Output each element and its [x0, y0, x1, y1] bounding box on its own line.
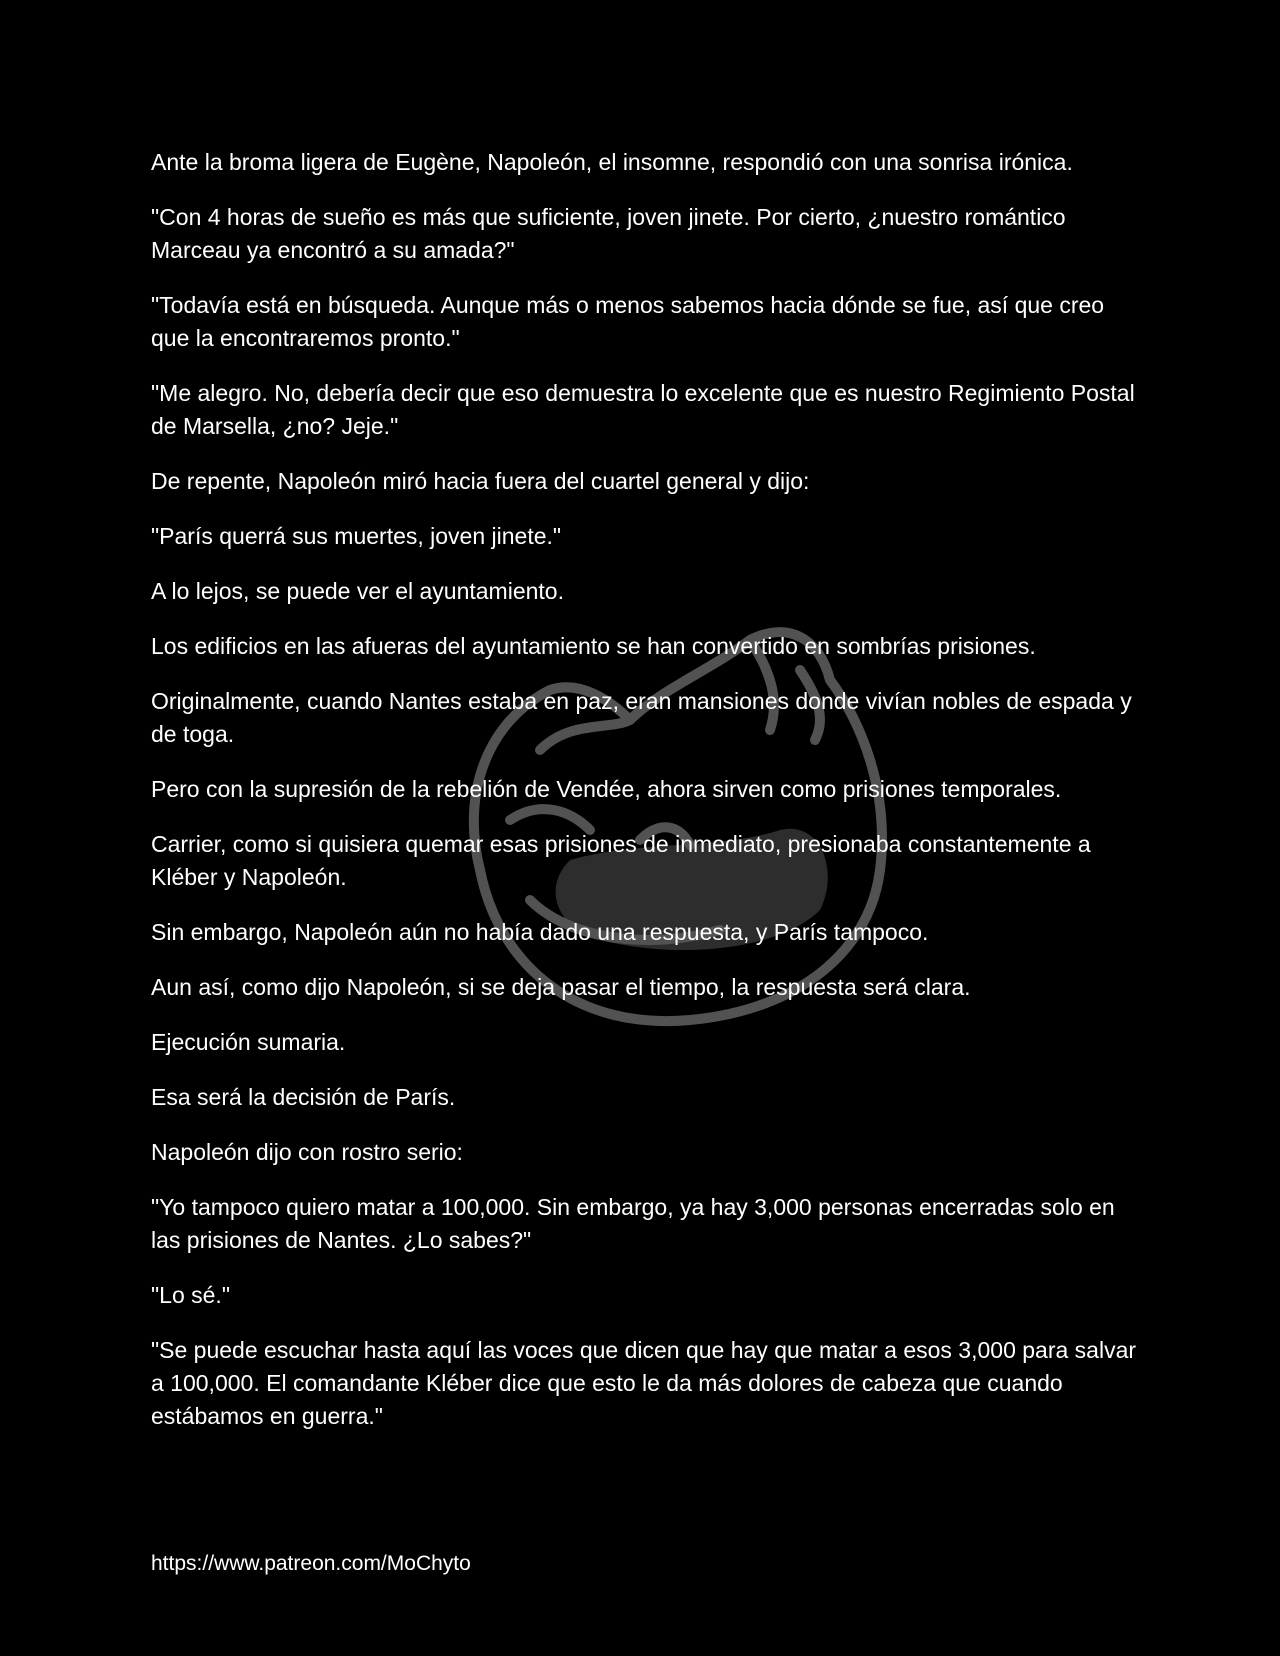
paragraph: Ante la broma ligera de Eugène, Napoleón, el insomne, respondió con una sonrisa irónica. — [151, 149, 1073, 175]
paragraph: "Lo sé." — [151, 1282, 230, 1308]
paragraph: "Me alegro. No, debería decir que eso demuestra lo excelente que es nuestro Regimiento Postal de Marsella, ¿no? Jeje." — [151, 380, 1135, 439]
paragraph: De repente, Napoleón miró hacia fuera del cuartel general y dijo: — [151, 468, 810, 494]
story-text — [151, 146, 1141, 1455]
paragraph: Pero con la supresión de la rebelión de Vendée, ahora sirven como prisiones temporales. — [151, 776, 1062, 802]
paragraph: Napoleón dijo con rostro serio: — [151, 1139, 463, 1165]
paragraph: "Se puede escuchar hasta aquí las voces que dicen que hay que matar a esos 3,000 para salvar a 100,000. El comandante Kléber dice que esto le da más dolores de cabeza que cuando estábamos en guerra." — [151, 1337, 1137, 1429]
paragraph: Carrier, como si quisiera quemar esas prisiones de inmediato, presionaba constantemente a Kléber y Napoleón. — [151, 831, 1091, 890]
paragraph: Sin embargo, Napoleón aún no había dado una respuesta, y París tampoco. — [151, 919, 929, 945]
paragraph: "Todavía está en búsqueda. Aunque más o menos sabemos hacia dónde se fue, así que creo que la encontraremos pronto." — [151, 292, 1105, 351]
paragraph: Aun así, como dijo Napoleón, si se deja pasar el tiempo, la respuesta será clara. — [151, 974, 971, 1000]
paragraph: "Con 4 horas de sueño es más que suficiente, joven jinete. Por cierto, ¿nuestro romántico Marceau ya encontró a su amada?" — [151, 204, 1066, 263]
paragraph: "Yo tampoco quiero matar a 100,000. Sin embargo, ya hay 3,000 personas encerradas solo en las prisiones de Nantes. ¿Lo sabes?" — [151, 1194, 1115, 1253]
patreon-link[interactable]: https://www.patreon.com/MoChyto — [151, 1552, 471, 1575]
paragraph: A lo lejos, se puede ver el ayuntamiento. — [151, 578, 564, 604]
paragraph: Ejecución sumaria. — [151, 1029, 346, 1055]
paragraph: Los edificios en las afueras del ayuntamiento se han convertido en sombrías prisiones. — [151, 633, 1036, 659]
paragraph: Originalmente, cuando Nantes estaba en paz, eran mansiones donde vivían nobles de espada y de toga. — [151, 688, 1132, 747]
paragraph: Esa será la decisión de París. — [151, 1084, 456, 1110]
paragraph: "París querrá sus muertes, joven jinete." — [151, 523, 562, 549]
